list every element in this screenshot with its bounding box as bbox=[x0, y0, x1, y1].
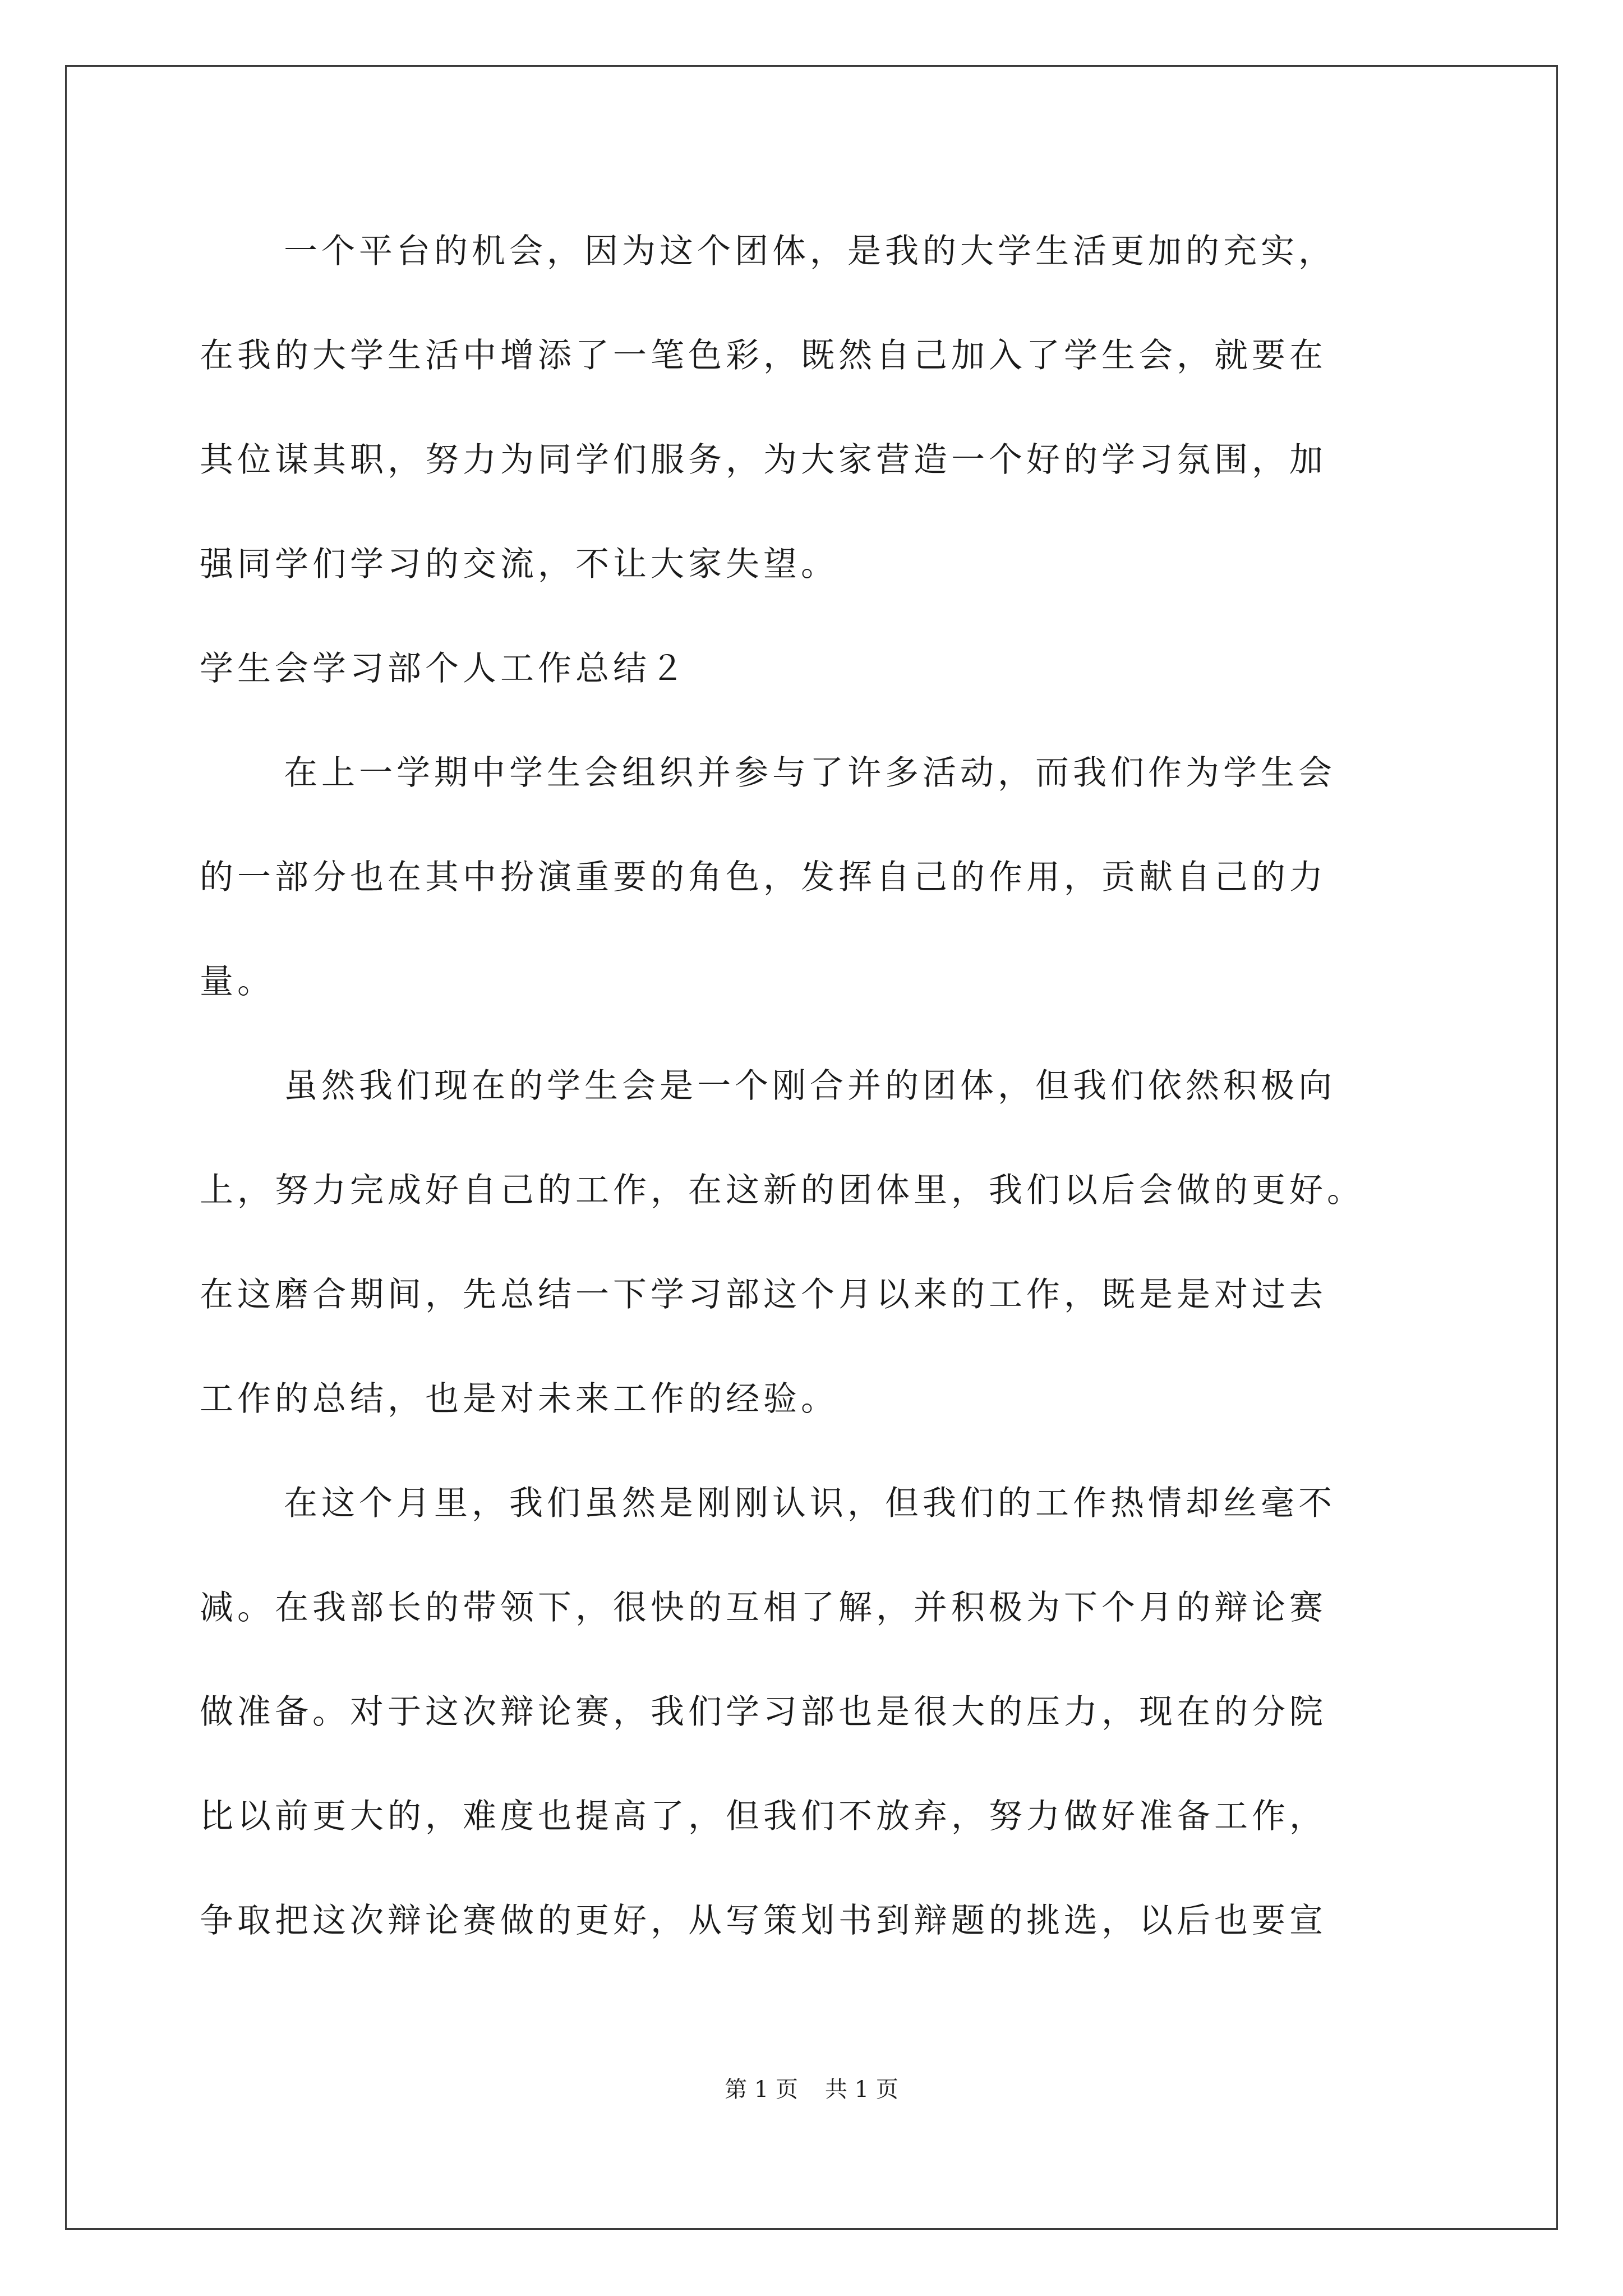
page-number: 第 1 页 bbox=[725, 2077, 798, 2102]
body-text-line: 虽然我们现在的学生会是一个刚合并的团体，但我们依然积极向 bbox=[284, 1066, 1336, 1106]
body-text-line: 在这磨合期间，先总结一下学习部这个月以来的工作，既是是对过去 bbox=[200, 1275, 1327, 1314]
page-footer bbox=[0, 2076, 1623, 2104]
body-text-line: 一个平台的机会，因为这个团体，是我的大学生活更加的充实， bbox=[284, 232, 1336, 271]
body-text-line: 上，努力完成好自己的工作，在这新的团体里，我们以后会做的更好。 bbox=[200, 1171, 1364, 1210]
body-text-line: 在我的大学生活中增添了一笔色彩，既然自己加入了学生会，就要在 bbox=[200, 336, 1327, 375]
body-text-line: 其位谋其职，努力为同学们服务，为大家营造一个好的学习氛围，加 bbox=[200, 440, 1327, 480]
body-text-line: 比以前更大的，难度也提高了，但我们不放弃，努力做好准备工作， bbox=[200, 1797, 1327, 1836]
body-text-line: 减。在我部长的带领下，很快的互相了解，并积极为下个月的辩论赛 bbox=[200, 1588, 1327, 1627]
page-total: 共 1 页 bbox=[825, 2077, 898, 2102]
body-text-line: 争取把这次辩论赛做的更好，从写策划书到辩题的挑选，以后也要宣 bbox=[200, 1901, 1327, 1940]
body-text-line: 的一部分也在其中扮演重要的角色，发挥自己的作用，贡献自己的力 bbox=[200, 858, 1327, 897]
body-text-line: 工作的总结，也是对未来工作的经验。 bbox=[200, 1379, 838, 1419]
body-text-line: 在上一学期中学生会组织并参与了许多活动，而我们作为学生会 bbox=[284, 753, 1336, 793]
body-text-line: 量。 bbox=[200, 962, 275, 1001]
body-text-line: 在这个月里，我们虽然是刚刚认识，但我们的工作热情却丝毫不 bbox=[284, 1484, 1336, 1523]
body-text-line: 做准备。对于这次辩论赛，我们学习部也是很大的压力，现在的分院 bbox=[200, 1692, 1327, 1732]
body-text-line: 强同学们学习的交流，不让大家失望。 bbox=[200, 545, 838, 584]
section-heading: 学生会学习部个人工作总结２ bbox=[200, 649, 688, 688]
